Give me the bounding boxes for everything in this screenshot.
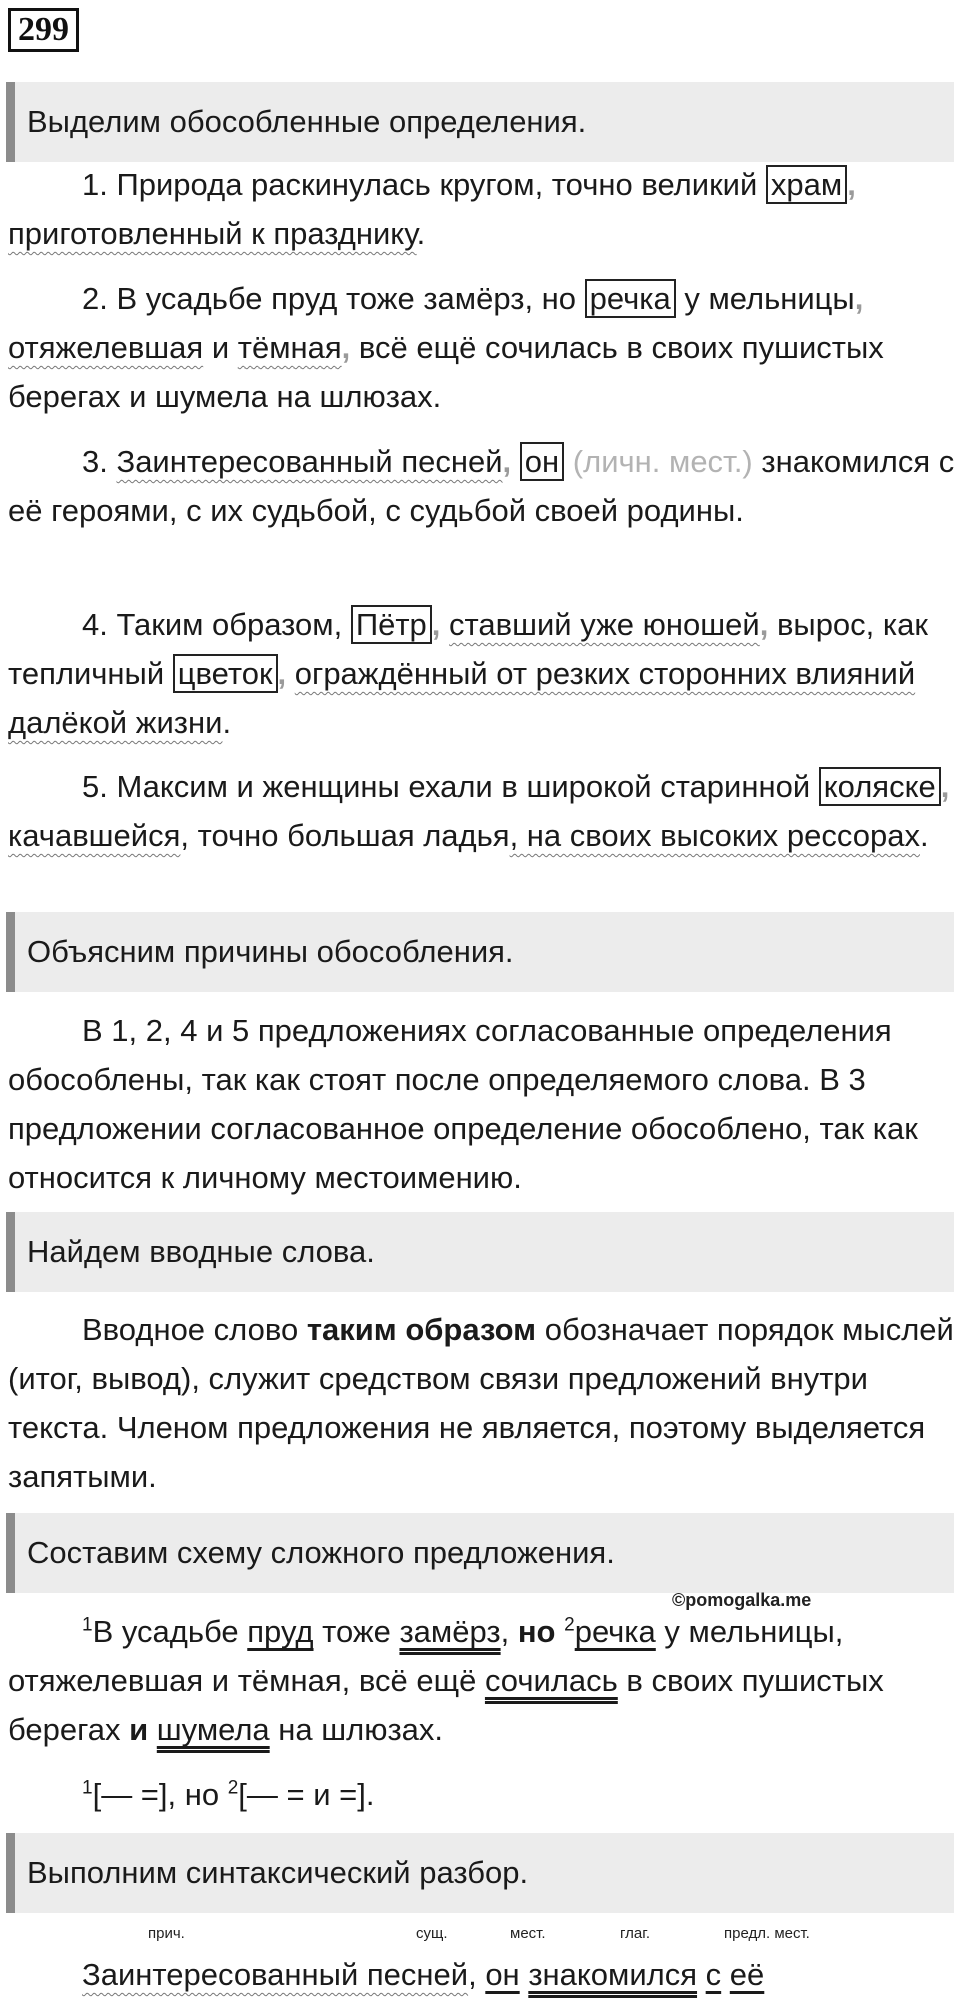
subject: речка [574,1614,656,1649]
preposition: с [705,1957,722,1992]
pos-label: сущ. [416,1925,448,1942]
sentence-2 [8,274,956,421]
parsed-definition: Заинтересованный песней [82,1957,469,1992]
isolated-definition: , на своих высоких рессорах [509,818,920,853]
pos-label: прич. [148,1925,185,1942]
text: в своих пушистых берегах [8,1663,884,1747]
predicate: сочилась [484,1663,618,1698]
isolated-definition: ограждённый от резких сторонних влияний далёкой жизни [8,656,916,740]
defined-word: храм [766,165,847,204]
text: В усадьбе [92,1614,248,1649]
text: . [222,705,232,740]
sentence-3 [8,437,956,535]
text: , точно большая ладья [180,818,510,853]
explanation-paragraph: В 1, 2, 4 и 5 предложениях согласованные определения обособлены, так как стоят после определяемого слова. В 3 предложении согласованное определение обособлено, так как относится к личному местоимению. [8,1013,918,1195]
introductory-word: таким образом [306,1312,537,1347]
text: тоже [313,1614,400,1649]
watermark: ©pomogalka.me [672,1590,812,1610]
text: у мельницы [675,281,855,316]
isolated-definition: ставший уже юношей [449,607,760,642]
section-heading-reasons: Объясним причины обособления. [6,912,954,992]
defined-word: коляске [819,767,941,806]
conjunction: но [517,1614,556,1649]
pronoun: её [729,1957,765,1992]
text [697,1957,706,1992]
comma-mark: , [341,330,351,365]
clause-number: 1 [82,1777,93,1799]
defined-word: он [520,442,564,481]
conjunction: и [129,1712,149,1747]
text: на шлюзах. [269,1712,444,1747]
subject: он [485,1957,520,1992]
comma-mark: , [940,769,950,804]
section-heading-scheme: Составим схему сложного предложения. [6,1513,954,1593]
pos-label: предл. мест. [724,1925,810,1942]
section-heading-isolated-definitions: Выделим обособленные определения. [6,82,954,162]
predicate: знакомился [528,1957,698,1992]
defined-word: речка [585,279,676,318]
subject: пруд [247,1614,314,1649]
section-heading-introductory-words: Найдем вводные слова. [6,1212,954,1292]
text: у мельницы, отяжелевшая и тёмная, всё ещё [8,1614,844,1698]
comma-mark: , [277,656,287,691]
text [511,444,520,479]
parse-line [82,1950,952,1999]
clause-number: 2 [227,1777,239,1799]
text: и [203,330,238,365]
predicate: шумела [156,1712,270,1747]
text: обозначает порядок мыслей (итог, вывод), служит средством связи предложений внутри текста. Членом предложения не является, поэтому выделяется запятыми. [8,1312,954,1494]
text: . [416,216,426,251]
complex-sentence [8,1607,956,1754]
sentence-scheme [8,1770,956,1819]
text: вырос, как тепличный [8,607,928,691]
comma-mark: , [502,444,512,479]
text: . [919,818,929,853]
text: 1. Природа раскинулась кругом, точно великий [82,167,766,202]
sentence-5 [8,762,956,860]
text: Вводное слово [82,1312,307,1347]
defined-word: Пётр [351,605,432,644]
comma-mark: , [847,167,856,202]
isolated-definition: приготовленный к празднику [8,216,417,251]
sentence-4 [8,600,956,747]
text: [— =], но [92,1777,228,1812]
text: , [468,1957,486,1992]
text [148,1712,157,1747]
comma-mark: , [854,281,864,316]
part-of-speech-note: (личн. мест.) [564,444,753,479]
pos-label: глаг. [620,1925,651,1942]
clause-number: 2 [564,1614,575,1636]
sentence-1 [8,160,956,258]
predicate: замёрз [399,1614,501,1649]
text: 5. Максим и женщины ехали в широкой старинной [82,769,819,804]
text: , [500,1614,518,1649]
text: 2. В усадьбе пруд тоже замёрз, но [82,281,585,316]
comma-mark: , [431,607,441,642]
isolated-definition: тёмная [237,330,342,365]
introductory-word-paragraph [8,1305,956,1501]
pos-label: мест. [510,1925,546,1942]
text: [— = и =]. [238,1777,375,1812]
isolated-definition: Заинтересованный песней [116,444,503,479]
isolated-definition: качавшейся [8,818,181,853]
isolated-definition: отяжелевшая [8,330,204,365]
text [556,1614,565,1649]
comma-mark: , [759,607,769,642]
text: всё ещё сочилась в своих пушистых берегах и шумела на шлюзах. [8,330,884,414]
text: 4. Таким образом, [82,607,351,642]
defined-word: цветок [173,654,278,693]
text: 3. [82,444,117,479]
text: знакомился с её героями, с их судьбой, с судьбой своей родины. [8,444,955,528]
clause-number: 1 [82,1614,93,1636]
text [721,1957,730,1992]
section-heading-syntax-parse: Выполним синтаксический разбор. [6,1833,954,1913]
task-number: 299 [8,8,79,52]
